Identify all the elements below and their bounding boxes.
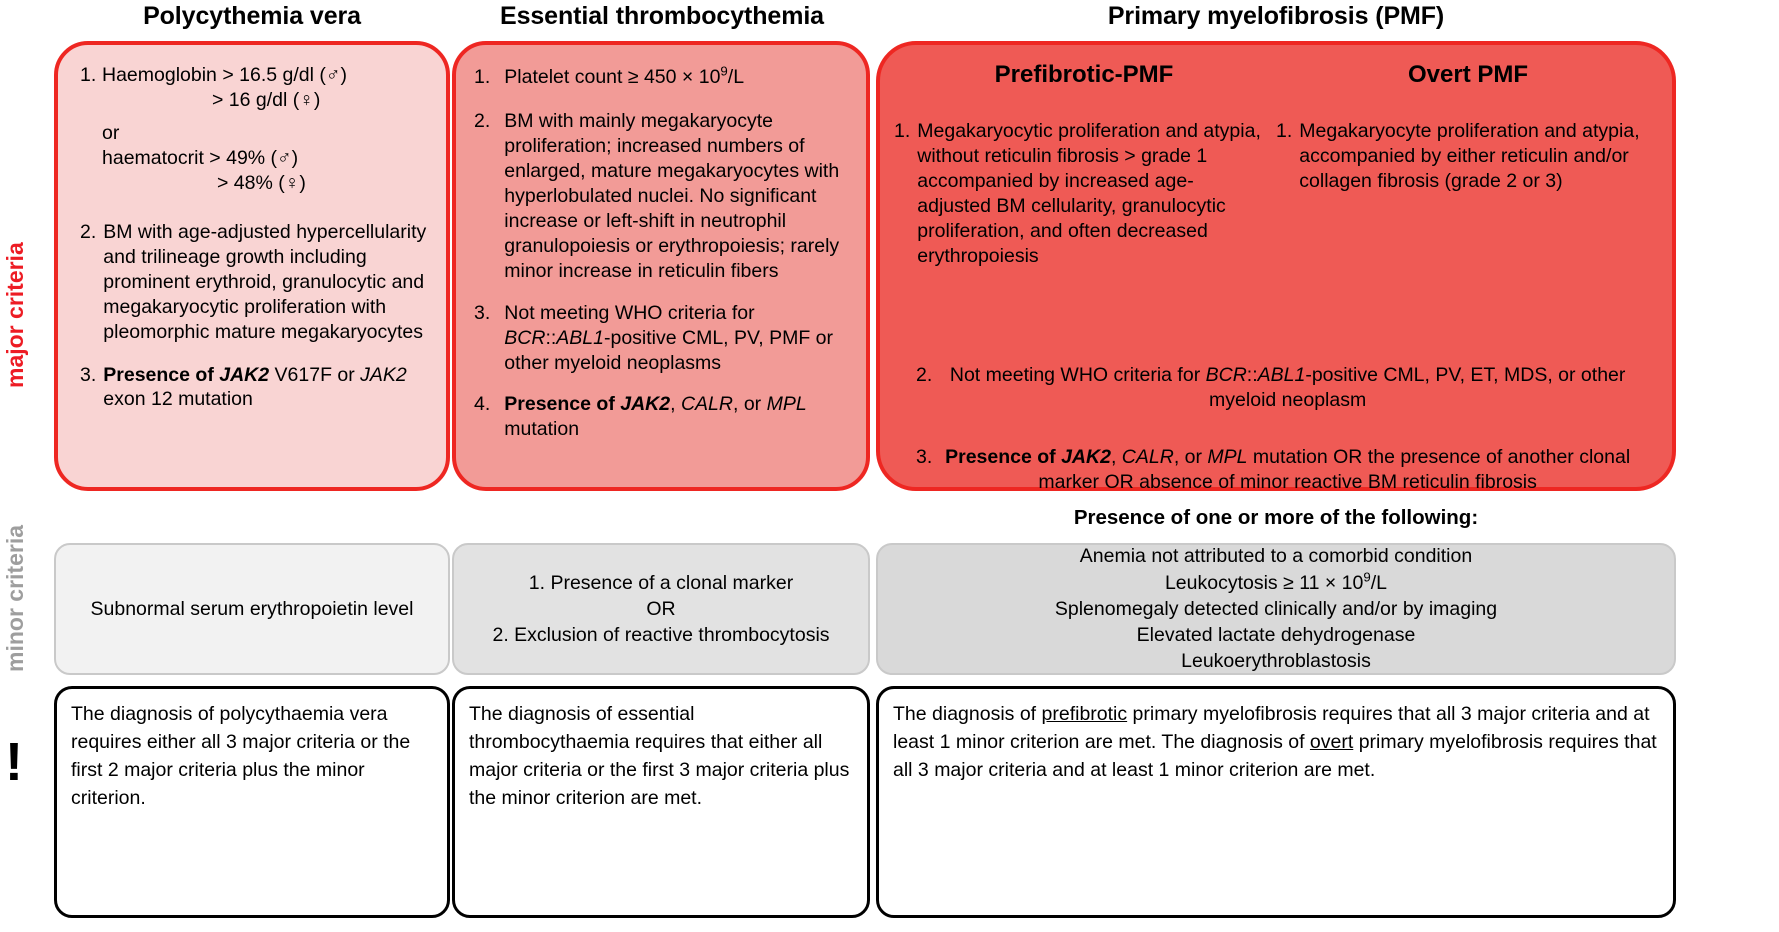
column-title-primary-myelofibrosis: Primary myelofibrosis (PMF) <box>1107 2 1445 30</box>
pmf-prefibrotic-column <box>894 119 1276 269</box>
et-diagnosis-text: The diagnosis of essential thrombocythaemia requires that either all major criteria or the first 3 major criteria plus the minor criterion are met. <box>469 703 850 809</box>
pmf-criterion-2-gene-bcr: BCR <box>1205 364 1247 386</box>
major-criteria-box-pv <box>54 41 450 491</box>
pmf-overt-criterion-1 <box>1276 119 1646 194</box>
pmf-criterion-3-text <box>939 445 1636 495</box>
pv-criterion-1-or: or <box>102 121 120 144</box>
pmf-criterion-2-post: -positive CML, PV, ET, MDS, or other myeloid neoplasm <box>1209 364 1626 411</box>
et-minor-criteria-list <box>492 570 829 649</box>
pmf-overt-criterion-1-text: Megakaryocyte proliferation and atypia, accompanied by either reticulin and/or collagen fibrosis (grade 2 or 3) <box>1299 120 1640 192</box>
pmf-criterion-2 <box>880 363 1672 413</box>
pmf-criterion-3-gene-jak2: JAK2 <box>1061 446 1111 468</box>
side-label-major-criteria: major criteria <box>2 242 28 388</box>
et-criterion-4-sep1: , <box>670 393 681 416</box>
et-criterion-4-lead: Presence of <box>504 393 621 416</box>
pmf-minor-criteria-heading: Presence of one or more of the following: <box>1073 506 1479 529</box>
pv-criterion-3-rest: V617F or <box>269 363 361 386</box>
pmf-minor-leukocytosis-unit: /L <box>1370 571 1388 594</box>
pv-criterion-3-gene-jak2-b: JAK2 <box>360 363 407 386</box>
pmf-minor-item-ldh: Elevated lactate dehydrogenase <box>1136 624 1416 647</box>
et-criterion-2-text: BM with mainly megakaryocyte proliferation; increased numbers of enlarged, mature megakaryocytes with hyperlobulated nuclei. No significant increase or left-shift in neutrophil granulopoiesis or erythropoiesis; rarely minor increase in reticulin fibers <box>504 109 840 282</box>
et-criterion-3-separator: :: <box>545 326 557 349</box>
et-criterion-3-gene-abl1: ABL1 <box>556 326 604 349</box>
diagnosis-box-pmf <box>876 686 1676 918</box>
et-criterion-3 <box>474 301 850 376</box>
et-criterion-1 <box>474 65 850 90</box>
pmf-criterion-3-lead: Presence of <box>945 446 1062 468</box>
et-criterion-3-pre: Not meeting WHO criteria for <box>504 301 755 324</box>
pmf-subcolumns <box>880 119 1672 269</box>
pmf-subtitle-overt: Overt PMF <box>1407 61 1529 88</box>
pv-criterion-3-number: 3. <box>80 363 97 386</box>
pmf-criterion-3-gene-mpl: MPL <box>1207 446 1248 468</box>
pmf-criterion-3-number: 3. <box>916 446 933 468</box>
et-criterion-2-number: 2. <box>474 109 491 132</box>
pmf-prefibrotic-criterion-1-text: Megakaryocytic proliferation and atypia, without reticulin fibrosis > grade 1 accompanied by increased age-adjusted BM cellularity, granulocytic proliferation, and often decreased erythropoiesis <box>917 120 1261 267</box>
pmf-minor-leukocytosis-superscript: 9 <box>1363 569 1371 585</box>
pv-criterion-3-gene-jak2: JAK2 <box>219 363 270 386</box>
et-minor-line-or: OR <box>646 597 676 620</box>
et-criterion-1-text <box>504 65 850 90</box>
side-label-minor-criteria: minor criteria <box>2 525 28 672</box>
et-criterion-1-pre: Platelet count ≥ 450 × 10 <box>504 66 721 88</box>
pv-criterion-3 <box>80 363 430 413</box>
pmf-minor-criteria-list <box>1055 543 1497 675</box>
et-criterion-1-post: /L <box>727 66 745 88</box>
pmf-criterion-3-gene-calr: CALR <box>1121 446 1174 468</box>
pv-criterion-1-line3: haematocrit > 49% (♂) <box>102 146 299 169</box>
et-criterion-3-text <box>504 301 850 376</box>
exclamation-icon: ! <box>5 732 23 792</box>
et-criterion-2 <box>474 109 850 284</box>
pv-criterion-2-text: BM with age-adjusted hypercellularity and trilineage growth including prominent erythroid, granulocytic and megakaryocytic proliferation with pleomorphic mature megakaryocytes <box>103 220 427 343</box>
pv-minor-criterion-text: Subnormal serum erythropoietin level <box>90 597 414 620</box>
pmf-minor-item-anemia: Anemia not attributed to a comorbid condition <box>1079 545 1473 568</box>
pmf-minor-item-leukoerythroblastosis: Leukoerythroblastosis <box>1181 650 1371 673</box>
major-criteria-box-pmf <box>876 41 1676 491</box>
et-criterion-4-post: mutation <box>504 418 580 441</box>
et-criterion-4-number: 4. <box>474 393 491 416</box>
minor-criteria-box-pmf <box>876 543 1676 675</box>
pmf-prefibrotic-criterion-1-number: 1. <box>894 120 911 142</box>
pv-criterion-1-line1: Haemoglobin > 16.5 g/dl (♂) <box>102 64 347 86</box>
pmf-diagnosis-part-1: The diagnosis of <box>893 703 1042 725</box>
diagnosis-box-pv <box>54 686 450 918</box>
pmf-diagnosis-underline-overt: overt <box>1309 730 1354 753</box>
pmf-overt-column <box>1276 119 1658 269</box>
pv-criterion-3-text <box>103 363 430 413</box>
minor-criteria-box-et <box>452 543 870 675</box>
pmf-criterion-3-sep2: , or <box>1173 446 1208 468</box>
pv-criterion-2 <box>80 220 430 345</box>
et-criterion-3-number: 3. <box>474 301 491 324</box>
major-criteria-box-et <box>452 41 870 491</box>
pv-diagnosis-text: The diagnosis of polycythaemia vera requires either all 3 major criteria or the first 2 major criteria plus the minor criterion. <box>71 703 411 809</box>
pmf-criterion-2-number: 2. <box>916 364 933 386</box>
et-criterion-1-number: 1. <box>474 66 491 88</box>
et-criterion-4-gene-jak2: JAK2 <box>620 393 671 416</box>
pv-criterion-1-number: 1. <box>80 64 97 86</box>
et-criterion-4-text <box>504 392 850 442</box>
diagnosis-box-et <box>452 686 870 918</box>
pmf-diagnosis-underline-prefibrotic: prefibrotic <box>1041 703 1128 725</box>
et-criterion-3-gene-bcr: BCR <box>504 326 546 349</box>
minor-criteria-box-pv <box>54 543 450 675</box>
pmf-prefibrotic-criterion-1 <box>894 119 1264 269</box>
pmf-subtitle-row <box>880 61 1672 89</box>
et-criterion-4-gene-calr: CALR <box>680 393 733 416</box>
et-criterion-4-gene-mpl: MPL <box>766 393 807 416</box>
et-criteria-list <box>456 45 866 487</box>
et-minor-line-2: 2. Exclusion of reactive thrombocytosis <box>492 624 830 647</box>
et-criterion-4 <box>474 392 850 442</box>
et-criterion-3-post: -positive CML, PV, PMF or other myeloid neoplasms <box>504 326 833 374</box>
pmf-criterion-2-text <box>939 363 1636 413</box>
pmf-minor-leukocytosis-text: Leukocytosis ≥ 11 × 10 <box>1164 571 1364 594</box>
pmf-criterion-3-sep1: , <box>1110 446 1122 468</box>
pv-criterion-2-number: 2. <box>80 220 97 243</box>
pmf-minor-item-leukocytosis <box>1055 570 1497 596</box>
et-criterion-4-sep2: , or <box>732 393 767 416</box>
pmf-criterion-3 <box>880 445 1672 495</box>
pv-criterion-3-rest2: exon 12 mutation <box>103 388 253 411</box>
pmf-criterion-2-separator: :: <box>1246 364 1258 386</box>
pv-criterion-1-line2: > 16 g/dl (♀) <box>212 88 321 111</box>
pmf-criterion-2-pre: Not meeting WHO criteria for <box>949 364 1206 386</box>
pv-criterion-3-lead: Presence of <box>103 363 220 386</box>
et-criterion-1-superscript: 9 <box>720 63 728 79</box>
pmf-criterion-2-gene-abl1: ABL1 <box>1257 364 1306 386</box>
pmf-criterion-3-post: mutation OR the presence of another clonal marker OR absence of minor reactive BM reticulin fibrosis <box>1038 446 1631 493</box>
pmf-minor-item-splenomegaly: Splenomegaly detected clinically and/or by imaging <box>1054 597 1498 620</box>
pmf-diagnosis-part-3: primary myelofibrosis requires that all 3 major criteria and at least 1 minor criterion are met. <box>893 730 1657 781</box>
column-title-essential-thrombocythemia: Essential thrombocythemia <box>500 2 824 30</box>
pv-criteria-list <box>58 45 446 487</box>
column-title-polycythemia-vera: Polycythemia vera <box>143 2 361 30</box>
pv-criterion-1 <box>80 63 430 88</box>
pv-criterion-1-line4: > 48% (♀) <box>217 171 306 194</box>
et-minor-line-1: 1. Presence of a clonal marker <box>528 571 794 594</box>
pmf-subtitle-prefibrotic: Prefibrotic-PMF <box>994 61 1174 88</box>
pmf-overt-criterion-1-number: 1. <box>1276 120 1293 142</box>
pmf-diagnosis-part-2: primary myelofibrosis requires that all 3 major criteria and at least 1 minor criterion are met. The diagnosis of <box>893 703 1650 753</box>
